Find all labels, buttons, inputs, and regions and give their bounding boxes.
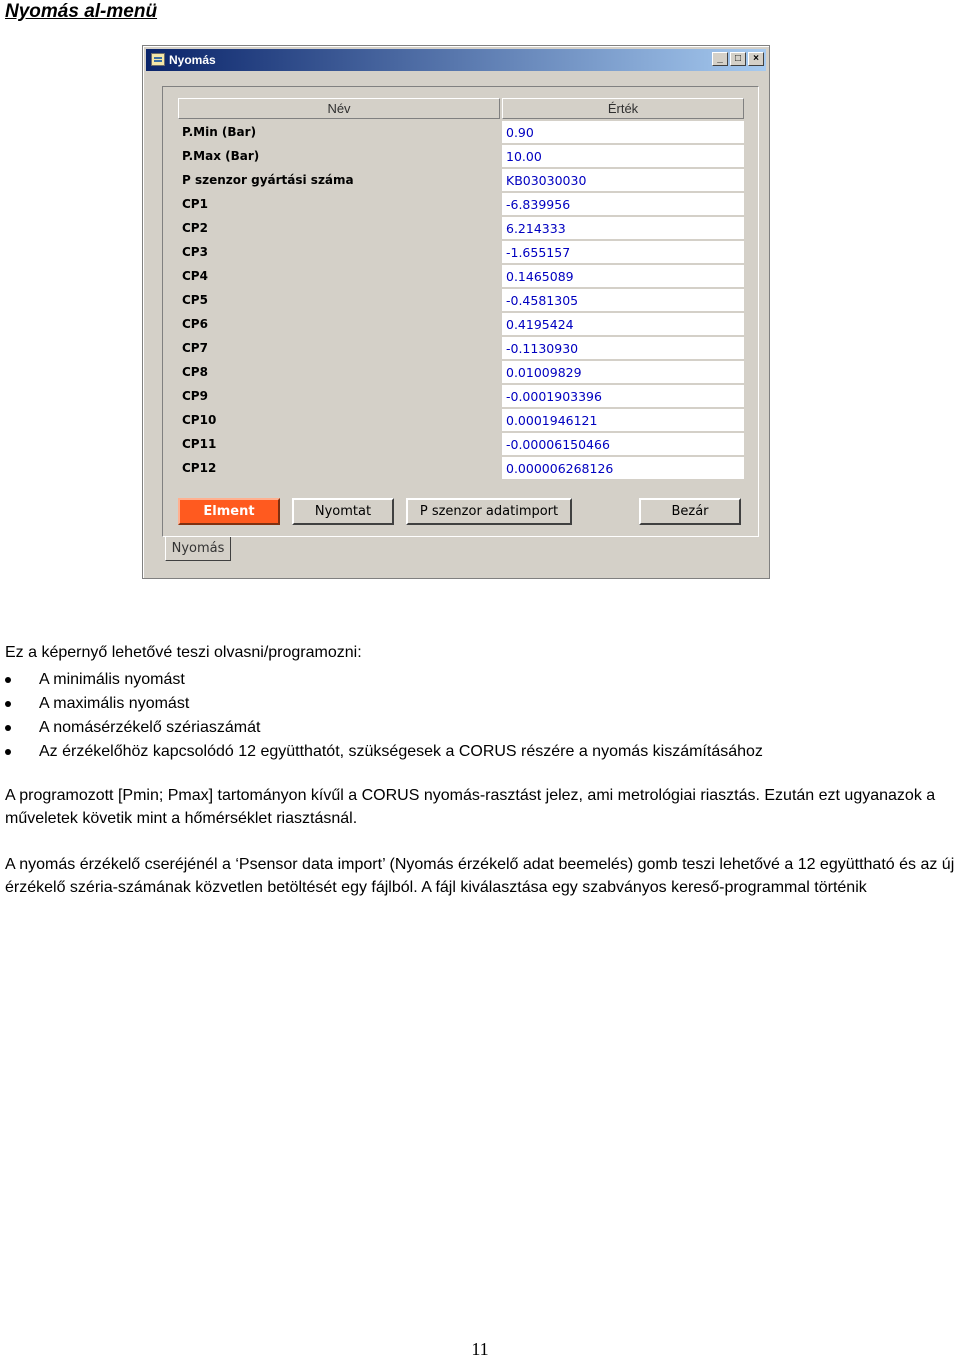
window-controls	[712, 52, 764, 66]
table-row[interactable]	[178, 409, 744, 431]
parameter-name: CP9	[178, 385, 500, 407]
table-row[interactable]	[178, 145, 744, 167]
table-row[interactable]	[178, 241, 744, 263]
parameter-name: P szenzor gyártási száma	[178, 169, 500, 191]
parameter-name: CP12	[178, 457, 500, 479]
table-row[interactable]	[178, 121, 744, 143]
window-title: Nyomás	[169, 53, 216, 67]
parameter-value[interactable]: 10.00	[502, 145, 744, 167]
paragraph-import: A nyomás érzékelő cseréjénél a ‘Psensor data import’ (Nyomás érzékelő adat beemelés) gomb teszi lehetővé a 12 együttható és az új érzékelő széria-számának közvetlen betöltését egy fájlból. A fájl kiválasztása egy szabványos kereső-programmal történik	[5, 856, 955, 896]
sensor-import-button[interactable]: P szenzor adatimport	[406, 498, 572, 525]
parameter-value[interactable]: -0.00006150466	[502, 433, 744, 455]
column-header-name[interactable]: Név	[178, 98, 500, 119]
list-item: A maximális nyomást	[0, 692, 763, 716]
paragraph-alarm: A programozott [Pmin; Pmax] tartományon kívűl a CORUS nyomás-rasztást jelez, ami metrológiai riasztás. Ezután ezt ugyanazok a műveletek követik mint a hőmérséklet riasztásnál.	[5, 787, 936, 827]
window-titlebar[interactable]	[146, 49, 766, 71]
parameter-value[interactable]: 0.4195424	[502, 313, 744, 335]
close-window-button[interactable]: ×	[748, 52, 764, 66]
parameter-value[interactable]: -1.655157	[502, 241, 744, 263]
parameter-name: CP6	[178, 313, 500, 335]
parameter-value[interactable]: 6.214333	[502, 217, 744, 239]
parameter-name: CP3	[178, 241, 500, 263]
parameter-value[interactable]: 0.0001946121	[502, 409, 744, 431]
parameter-name: CP4	[178, 265, 500, 287]
tab-pressure[interactable]: Nyomás	[165, 537, 231, 561]
parameter-table	[176, 96, 746, 481]
parameter-value[interactable]: -0.1130930	[502, 337, 744, 359]
list-item: A nomásérzékelő szériaszámát	[0, 716, 763, 740]
parameter-name: CP5	[178, 289, 500, 311]
parameter-name: CP1	[178, 193, 500, 215]
parameter-value[interactable]: 0.90	[502, 121, 744, 143]
table-row[interactable]	[178, 289, 744, 311]
maximize-button[interactable]: □	[730, 52, 746, 66]
parameter-name: CP11	[178, 433, 500, 455]
table-row[interactable]	[178, 169, 744, 191]
app-icon	[151, 53, 165, 66]
page-number: 11	[471, 1339, 489, 1359]
table-row[interactable]	[178, 457, 744, 479]
table-row[interactable]	[178, 361, 744, 383]
parameter-name: CP10	[178, 409, 500, 431]
parameter-name: CP2	[178, 217, 500, 239]
table-row[interactable]	[178, 265, 744, 287]
pressure-window	[142, 45, 770, 579]
table-row[interactable]	[178, 217, 744, 239]
parameter-value[interactable]: 0.01009829	[502, 361, 744, 383]
table-row[interactable]	[178, 385, 744, 407]
print-button[interactable]: Nyomtat	[292, 498, 394, 525]
parameter-value[interactable]: 0.1465089	[502, 265, 744, 287]
parameter-value[interactable]: -6.839956	[502, 193, 744, 215]
parameter-value[interactable]: KB03030030	[502, 169, 744, 191]
parameter-name: P.Max (Bar)	[178, 145, 500, 167]
minimize-button[interactable]: _	[712, 52, 728, 66]
parameter-table-body	[178, 121, 744, 479]
table-row[interactable]	[178, 337, 744, 359]
parameter-name: CP8	[178, 361, 500, 383]
parameter-name: P.Min (Bar)	[178, 121, 500, 143]
parameter-value[interactable]: -0.4581305	[502, 289, 744, 311]
column-header-value[interactable]: Érték	[502, 98, 744, 119]
intro-text: Ez a képernyő lehetővé teszi olvasni/programozni:	[5, 644, 362, 661]
save-button[interactable]: Elment	[178, 498, 280, 525]
table-row[interactable]	[178, 193, 744, 215]
table-row[interactable]	[178, 313, 744, 335]
list-item: A minimális nyomást	[0, 668, 763, 692]
parameter-name: CP7	[178, 337, 500, 359]
page-heading: Nyomás al-menü	[5, 1, 158, 22]
close-button[interactable]: Bezár	[639, 498, 741, 525]
parameter-value[interactable]: -0.0001903396	[502, 385, 744, 407]
feature-list	[0, 668, 763, 764]
parameter-value[interactable]: 0.000006268126	[502, 457, 744, 479]
list-item: Az érzékelőhöz kapcsolódó 12 együtthatót, szükségesek a CORUS részére a nyomás kiszámításához	[0, 740, 763, 764]
table-row[interactable]	[178, 433, 744, 455]
